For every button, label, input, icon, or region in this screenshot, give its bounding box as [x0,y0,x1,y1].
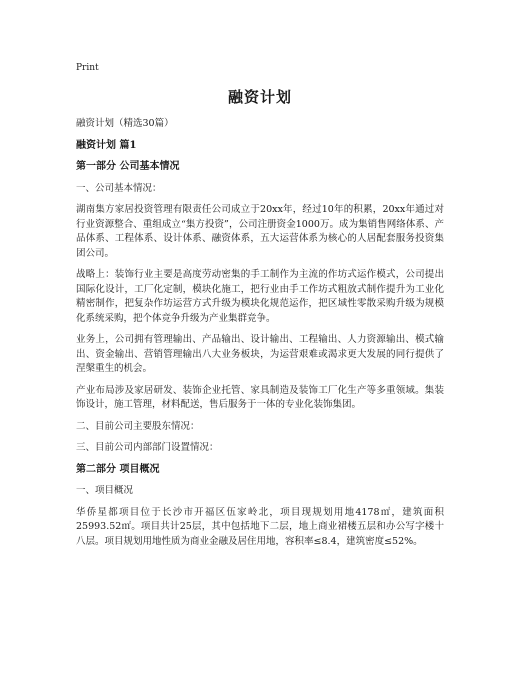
section2-heading: 二、目前公司主要股东情况： [76,420,200,432]
paragraph-industry: 产业布局涉及家居研发、装饰企业托管、家具制造及装饰工厂化生产等多重领域。集装饰设计，施工管理，材料配送，售后服务于一体的专业化装饰集团。 [76,384,444,410]
paragraph-business: 业务上，公司拥有管理输出、产品输出、设计输出、工程输出、人力资源输出、模式输出、资金输出、营销管理输出八大业务板块，为运营艰难或渴求更大发展的同行提供了涅槃重生的机会。 [76,334,444,374]
print-label[interactable]: Print [76,63,99,73]
document-title: 融资计划 [227,88,292,106]
paragraph-strategy: 战略上：装饰行业主要是高度劳动密集的手工制作为主流的作坊式运作模式，公司提出国际化设计，工厂化定制，模块化施工，把行业由手工作坊式粗放式制作提升为工业化精密制作，把复杂作坊运营方式升级为模块化规范运作，把区域性零散采购升级为规模化系统采购，把个体竞争升级为产业集群竞争。 [76,269,444,324]
project-heading: 一、项目概况 [76,485,134,496]
document-subtitle: 融资计划（精选30篇） [76,118,174,129]
paragraph-company-intro: 湖南集方家居投资管理有限责任公司成立于20xx年，经过10年的积累，20xx年通过对行业资源整合、重组成立“集方投资”，公司注册资金1000万。成为集销售网络体系、产品体系、工程体系、设计体系、融资体系，五大运营体系为核心的人居配套服务投资集团公司。 [76,204,444,259]
part1-heading: 第一部分 公司基本情况 [76,161,180,172]
article-heading: 融资计划 篇1 [76,139,137,151]
section3-heading: 三、目前公司内部部门设置情况： [76,442,219,453]
paragraph-project-overview: 华侨星都项目位于长沙市开福区伍家岭北，项目现规划用地4178㎡，建筑面积25993.52㎡。项目共计25层，其中包括地下二层，地上商业裙楼五层和办公写字楼十八层。项目规划用地性质为商业金融及居住用地，容积率≤8.4，建筑密度≤52%。 [76,506,444,547]
document-body [76,117,444,556]
section1-heading: 一、公司基本情况： [76,182,162,194]
part2-heading: 第二部分 项目概况 [76,463,160,475]
